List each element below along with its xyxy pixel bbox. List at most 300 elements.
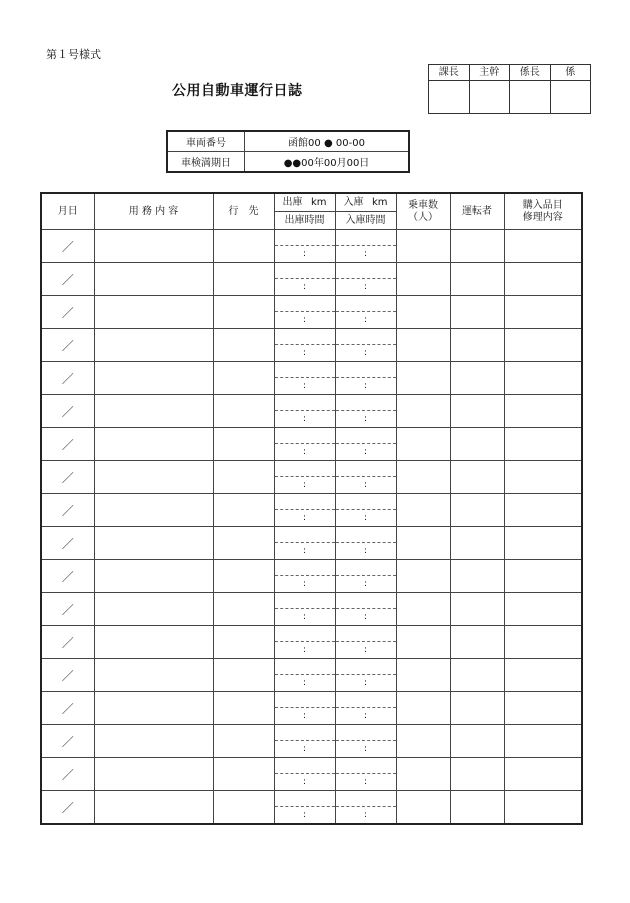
out-time-field[interactable] (275, 246, 335, 262)
log-rows (41, 230, 582, 825)
time-colon: : (363, 810, 368, 820)
in-time-field[interactable] (336, 444, 396, 460)
destination-cell[interactable] (213, 461, 274, 494)
passengers-cell[interactable] (396, 461, 450, 494)
header-out-time: 出庫時間 (274, 212, 335, 230)
out-cell[interactable] (274, 329, 335, 362)
passengers-cell[interactable] (396, 626, 450, 659)
driver-cell[interactable] (450, 461, 504, 494)
time-colon: : (363, 744, 368, 754)
log-row (41, 263, 582, 296)
log-row (41, 659, 582, 692)
out-cell[interactable] (274, 758, 335, 791)
time-colon: : (302, 348, 307, 358)
driver-cell[interactable] (450, 758, 504, 791)
out-time-field[interactable] (275, 279, 335, 295)
date-mark: ／ (61, 404, 74, 419)
in-time-field[interactable] (336, 543, 396, 559)
date-cell[interactable] (41, 758, 94, 791)
time-colon: : (363, 777, 368, 787)
date-cell[interactable] (41, 296, 94, 329)
passengers-cell[interactable] (396, 593, 450, 626)
purpose-cell[interactable] (94, 362, 213, 395)
in-km-field[interactable] (336, 329, 396, 345)
time-colon: : (363, 579, 368, 589)
in-km-field[interactable] (336, 527, 396, 543)
destination-cell[interactable] (213, 494, 274, 527)
driver-cell[interactable] (450, 230, 504, 263)
time-colon: : (302, 645, 307, 655)
purpose-cell[interactable] (94, 659, 213, 692)
in-time-field[interactable] (336, 246, 396, 262)
in-time-field[interactable] (336, 411, 396, 427)
purpose-cell[interactable] (94, 230, 213, 263)
in-cell[interactable] (335, 725, 396, 758)
date-mark: ／ (61, 272, 74, 287)
header-purpose: 用 務 内 容 (94, 193, 213, 230)
passengers-cell[interactable] (396, 725, 450, 758)
driver-cell[interactable] (450, 263, 504, 296)
date-cell[interactable] (41, 428, 94, 461)
destination-cell[interactable] (213, 329, 274, 362)
purchases-cell[interactable] (504, 263, 582, 296)
in-time-field[interactable] (336, 312, 396, 328)
date-cell[interactable] (41, 659, 94, 692)
passengers-cell[interactable] (396, 758, 450, 791)
out-cell[interactable] (274, 626, 335, 659)
out-time-field[interactable] (275, 774, 335, 790)
destination-cell[interactable] (213, 362, 274, 395)
out-time-field[interactable] (275, 444, 335, 460)
purchases-cell[interactable] (504, 725, 582, 758)
passengers-cell[interactable] (396, 428, 450, 461)
out-time-field[interactable] (275, 609, 335, 625)
in-cell[interactable] (335, 593, 396, 626)
passengers-cell[interactable] (396, 659, 450, 692)
in-cell[interactable] (335, 659, 396, 692)
in-time-field[interactable] (336, 576, 396, 592)
out-time-field[interactable] (275, 708, 335, 724)
out-cell[interactable] (274, 494, 335, 527)
driver-cell[interactable] (450, 659, 504, 692)
in-km-field[interactable] (336, 593, 396, 609)
in-time-field[interactable] (336, 675, 396, 691)
time-colon: : (302, 249, 307, 259)
passengers-cell[interactable] (396, 296, 450, 329)
purchases-cell[interactable] (504, 527, 582, 560)
purchases-cell[interactable] (504, 692, 582, 725)
header-in-time: 入庫時間 (335, 212, 396, 230)
purchases-cell[interactable] (504, 230, 582, 263)
header-purchases-line1: 購入品目 (522, 199, 563, 211)
purpose-cell[interactable] (94, 758, 213, 791)
passengers-cell[interactable] (396, 362, 450, 395)
header-passengers-line2: （人） (408, 211, 438, 223)
in-km-field[interactable] (336, 791, 396, 807)
driver-cell[interactable] (450, 791, 504, 825)
out-time-field[interactable] (275, 477, 335, 493)
purpose-cell[interactable] (94, 329, 213, 362)
in-cell[interactable] (335, 692, 396, 725)
passengers-cell[interactable] (396, 527, 450, 560)
out-km-field[interactable] (275, 758, 335, 774)
time-colon: : (302, 315, 307, 325)
date-cell[interactable] (41, 263, 94, 296)
driver-cell[interactable] (450, 527, 504, 560)
vehicle-number-label: 車両番号 (167, 131, 245, 152)
purpose-cell[interactable] (94, 428, 213, 461)
out-cell[interactable] (274, 659, 335, 692)
date-mark: ／ (61, 338, 74, 353)
header-driver: 運転者 (450, 193, 504, 230)
time-colon: : (302, 546, 307, 556)
date-cell[interactable] (41, 527, 94, 560)
driver-cell[interactable] (450, 626, 504, 659)
in-cell[interactable] (335, 626, 396, 659)
out-cell[interactable] (274, 461, 335, 494)
passengers-cell[interactable] (396, 329, 450, 362)
date-cell[interactable] (41, 560, 94, 593)
out-time-field[interactable] (275, 807, 335, 823)
in-km-field[interactable] (336, 296, 396, 312)
out-km-field[interactable] (275, 560, 335, 576)
in-cell[interactable] (335, 791, 396, 825)
destination-cell[interactable] (213, 725, 274, 758)
time-colon: : (363, 381, 368, 391)
header-in-km-unit: km (371, 196, 388, 208)
out-km-field[interactable] (275, 527, 335, 543)
time-colon: : (363, 480, 368, 490)
date-mark: ／ (61, 371, 74, 386)
in-km-field[interactable] (336, 725, 396, 741)
time-colon: : (363, 414, 368, 424)
destination-cell[interactable] (213, 263, 274, 296)
purchases-cell[interactable] (504, 494, 582, 527)
page-title: 公用自動車運行日誌 (172, 83, 303, 99)
time-colon: : (363, 249, 368, 259)
log-row (41, 692, 582, 725)
purchases-cell[interactable] (504, 296, 582, 329)
in-cell[interactable] (335, 362, 396, 395)
out-cell[interactable] (274, 692, 335, 725)
purchases-cell[interactable] (504, 560, 582, 593)
passengers-cell[interactable] (396, 791, 450, 825)
date-mark: ／ (61, 470, 74, 485)
approval-stamp-cell[interactable] (550, 81, 591, 114)
purpose-cell[interactable] (94, 725, 213, 758)
out-cell[interactable] (274, 362, 335, 395)
out-time-field[interactable] (275, 312, 335, 328)
vehicle-info-table (166, 130, 410, 173)
in-time-field[interactable] (336, 477, 396, 493)
purchases-cell[interactable] (504, 758, 582, 791)
in-km-field[interactable] (336, 362, 396, 378)
date-cell[interactable] (41, 626, 94, 659)
log-row (41, 494, 582, 527)
date-cell[interactable] (41, 329, 94, 362)
in-cell[interactable] (335, 461, 396, 494)
approval-stamp-cell[interactable] (469, 81, 510, 114)
time-colon: : (302, 612, 307, 622)
approval-header-section-chief: 課長 (429, 65, 470, 81)
time-colon: : (302, 777, 307, 787)
date-mark: ／ (61, 734, 74, 749)
destination-cell[interactable] (213, 428, 274, 461)
destination-cell[interactable] (213, 230, 274, 263)
driver-cell[interactable] (450, 593, 504, 626)
out-cell[interactable] (274, 296, 335, 329)
out-km-field[interactable] (275, 659, 335, 675)
vehicle-number-value: 函館00 ● 00-00 (245, 131, 410, 152)
in-time-field[interactable] (336, 774, 396, 790)
time-colon: : (302, 480, 307, 490)
purchases-cell[interactable] (504, 395, 582, 428)
date-cell[interactable] (41, 395, 94, 428)
purpose-cell[interactable] (94, 626, 213, 659)
date-cell[interactable] (41, 461, 94, 494)
out-cell[interactable] (274, 263, 335, 296)
time-colon: : (363, 315, 368, 325)
log-row (41, 527, 582, 560)
log-row (41, 725, 582, 758)
passengers-cell[interactable] (396, 263, 450, 296)
destination-cell[interactable] (213, 659, 274, 692)
in-cell[interactable] (335, 494, 396, 527)
destination-cell[interactable] (213, 692, 274, 725)
time-colon: : (363, 678, 368, 688)
out-km-field[interactable] (275, 362, 335, 378)
purchases-cell[interactable] (504, 461, 582, 494)
destination-cell[interactable] (213, 758, 274, 791)
date-mark: ／ (61, 569, 74, 584)
date-cell[interactable] (41, 593, 94, 626)
in-km-field[interactable] (336, 659, 396, 675)
in-cell[interactable] (335, 230, 396, 263)
in-cell[interactable] (335, 428, 396, 461)
date-mark: ／ (61, 701, 74, 716)
log-row (41, 461, 582, 494)
out-km-field[interactable] (275, 626, 335, 642)
out-km-field[interactable] (275, 263, 335, 279)
date-mark: ／ (61, 503, 74, 518)
driver-cell[interactable] (450, 560, 504, 593)
destination-cell[interactable] (213, 296, 274, 329)
passengers-cell[interactable] (396, 395, 450, 428)
out-km-field[interactable] (275, 428, 335, 444)
out-time-field[interactable] (275, 411, 335, 427)
in-cell[interactable] (335, 758, 396, 791)
purpose-cell[interactable] (94, 791, 213, 825)
purpose-cell[interactable] (94, 560, 213, 593)
date-mark: ／ (61, 800, 74, 815)
out-cell[interactable] (274, 395, 335, 428)
in-time-field[interactable] (336, 741, 396, 757)
in-time-field[interactable] (336, 345, 396, 361)
date-cell[interactable] (41, 725, 94, 758)
purchases-cell[interactable] (504, 659, 582, 692)
out-cell[interactable] (274, 527, 335, 560)
date-mark: ／ (61, 767, 74, 782)
out-km-field[interactable] (275, 494, 335, 510)
time-colon: : (302, 282, 307, 292)
out-km-field[interactable] (275, 791, 335, 807)
driver-cell[interactable] (450, 692, 504, 725)
out-cell[interactable] (274, 791, 335, 825)
purpose-cell[interactable] (94, 494, 213, 527)
log-row (41, 395, 582, 428)
in-km-field[interactable] (336, 263, 396, 279)
in-km-field[interactable] (336, 230, 396, 246)
header-out-km (274, 193, 335, 212)
date-mark: ／ (61, 239, 74, 254)
out-cell[interactable] (274, 230, 335, 263)
in-time-field[interactable] (336, 642, 396, 658)
log-row (41, 758, 582, 791)
in-time-field[interactable] (336, 279, 396, 295)
driver-cell[interactable] (450, 329, 504, 362)
time-colon: : (302, 810, 307, 820)
destination-cell[interactable] (213, 527, 274, 560)
out-km-field[interactable] (275, 395, 335, 411)
in-cell[interactable] (335, 329, 396, 362)
header-passengers (396, 193, 450, 230)
in-time-field[interactable] (336, 609, 396, 625)
time-colon: : (363, 513, 368, 523)
out-km-field[interactable] (275, 329, 335, 345)
in-time-field[interactable] (336, 378, 396, 394)
time-colon: : (302, 744, 307, 754)
out-time-field[interactable] (275, 510, 335, 526)
time-colon: : (302, 381, 307, 391)
passengers-cell[interactable] (396, 230, 450, 263)
in-km-field[interactable] (336, 494, 396, 510)
purchases-cell[interactable] (504, 791, 582, 825)
time-colon: : (302, 711, 307, 721)
in-km-field[interactable] (336, 461, 396, 477)
driver-cell[interactable] (450, 428, 504, 461)
log-row (41, 791, 582, 825)
time-colon: : (363, 348, 368, 358)
in-cell[interactable] (335, 263, 396, 296)
in-time-field[interactable] (336, 708, 396, 724)
out-time-field[interactable] (275, 378, 335, 394)
purchases-cell[interactable] (504, 593, 582, 626)
in-km-field[interactable] (336, 758, 396, 774)
time-colon: : (302, 513, 307, 523)
date-cell[interactable] (41, 791, 94, 825)
out-cell[interactable] (274, 560, 335, 593)
date-mark: ／ (61, 635, 74, 650)
form-number: 第１号様式 (46, 48, 101, 61)
out-time-field[interactable] (275, 642, 335, 658)
time-colon: : (302, 414, 307, 424)
out-km-field[interactable] (275, 230, 335, 246)
date-mark: ／ (61, 305, 74, 320)
destination-cell[interactable] (213, 626, 274, 659)
out-time-field[interactable] (275, 675, 335, 691)
driver-cell[interactable] (450, 725, 504, 758)
purpose-cell[interactable] (94, 263, 213, 296)
log-row (41, 329, 582, 362)
purpose-cell[interactable] (94, 395, 213, 428)
out-cell[interactable] (274, 428, 335, 461)
out-cell[interactable] (274, 593, 335, 626)
out-km-field[interactable] (275, 692, 335, 708)
inspection-expiry-value: ●●00年00月00日 (245, 152, 410, 173)
approval-stamp-cell[interactable] (510, 81, 551, 114)
log-row (41, 296, 582, 329)
driver-cell[interactable] (450, 395, 504, 428)
header-passengers-line1: 乗車数 (408, 199, 438, 211)
passengers-cell[interactable] (396, 560, 450, 593)
in-km-field[interactable] (336, 560, 396, 576)
approval-stamp-cell[interactable] (429, 81, 470, 114)
log-row (41, 626, 582, 659)
log-row (41, 593, 582, 626)
purpose-cell[interactable] (94, 461, 213, 494)
driver-cell[interactable] (450, 296, 504, 329)
date-cell[interactable] (41, 494, 94, 527)
out-time-field[interactable] (275, 345, 335, 361)
in-cell[interactable] (335, 560, 396, 593)
date-mark: ／ (61, 437, 74, 452)
in-km-field[interactable] (336, 395, 396, 411)
passengers-cell[interactable] (396, 692, 450, 725)
purpose-cell[interactable] (94, 593, 213, 626)
out-time-field[interactable] (275, 741, 335, 757)
driver-cell[interactable] (450, 494, 504, 527)
passengers-cell[interactable] (396, 494, 450, 527)
purchases-cell[interactable] (504, 428, 582, 461)
destination-cell[interactable] (213, 560, 274, 593)
time-colon: : (363, 546, 368, 556)
date-mark: ／ (61, 602, 74, 617)
out-cell[interactable] (274, 725, 335, 758)
in-cell[interactable] (335, 296, 396, 329)
out-km-field[interactable] (275, 296, 335, 312)
in-time-field[interactable] (336, 807, 396, 823)
date-cell[interactable] (41, 230, 94, 263)
approval-stamp-table (428, 64, 591, 114)
out-km-field[interactable] (275, 593, 335, 609)
purchases-cell[interactable] (504, 626, 582, 659)
out-time-field[interactable] (275, 543, 335, 559)
purpose-cell[interactable] (94, 296, 213, 329)
in-cell[interactable] (335, 527, 396, 560)
time-colon: : (363, 447, 368, 457)
header-out-km-unit: km (310, 196, 327, 208)
in-km-field[interactable] (336, 626, 396, 642)
log-row (41, 230, 582, 263)
in-time-field[interactable] (336, 510, 396, 526)
purchases-cell[interactable] (504, 329, 582, 362)
date-cell[interactable] (41, 362, 94, 395)
destination-cell[interactable] (213, 395, 274, 428)
in-cell[interactable] (335, 395, 396, 428)
out-km-field[interactable] (275, 461, 335, 477)
driver-cell[interactable] (450, 362, 504, 395)
date-cell[interactable] (41, 692, 94, 725)
destination-cell[interactable] (213, 791, 274, 825)
in-km-field[interactable] (336, 692, 396, 708)
purchases-cell[interactable] (504, 362, 582, 395)
out-km-field[interactable] (275, 725, 335, 741)
in-km-field[interactable] (336, 428, 396, 444)
destination-cell[interactable] (213, 593, 274, 626)
out-time-field[interactable] (275, 576, 335, 592)
purpose-cell[interactable] (94, 527, 213, 560)
purpose-cell[interactable] (94, 692, 213, 725)
